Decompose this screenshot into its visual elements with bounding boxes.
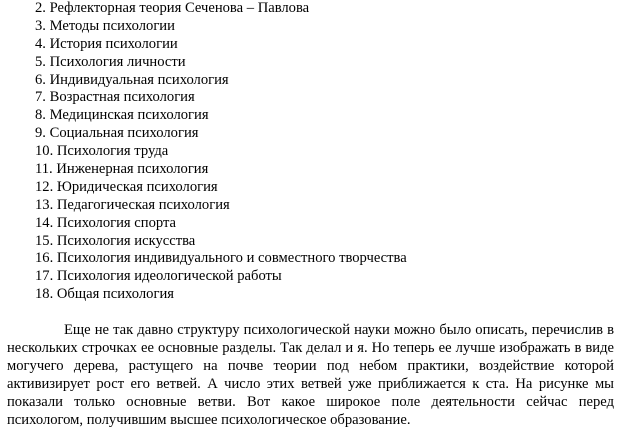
list-item: 11. Инженерная психология [35, 161, 209, 178]
list-item: 2. Рефлекторная теория Сеченова – Павлова [35, 0, 310, 16]
list-item: 10. Психология труда [35, 143, 169, 160]
body-paragraph: Еще не так давно структуру психологической науки можно было описать, перечислив в нескольких строчках ее основные разделы. Так делал и я. Но теперь ее лучше изображать в виде могучего дерева, растущего на почве теории под небом практики, воздействие которой активизирует рост его ветвей. А число этих ветвей уже приближается к ста. На рисунке мы показали только основные ветви. Вот какое широкое поле деятельности сейчас перед психологом, получившим высшее психологическое образование. [7, 322, 614, 429]
list-item: 7. Возрастная психология [35, 89, 195, 106]
list-item: 3. Методы психологии [35, 17, 175, 34]
list-item: 13. Педагогическая психология [35, 196, 230, 213]
list-item: 5. Психология личности [35, 53, 186, 70]
psychology-branches-list [35, 0, 407, 304]
list-item: 15. Психология искусства [35, 232, 196, 249]
list-item: 6. Индивидуальная психология [35, 71, 229, 88]
list-item: 14. Психология спорта [35, 214, 177, 231]
list-item: 9. Социальная психология [35, 125, 199, 142]
list-item: 18. Общая психология [35, 286, 174, 303]
list-item: 8. Медицинская психология [35, 107, 209, 124]
list-item: 17. Психология идеологической работы [35, 268, 282, 285]
list-item: 4. История психологии [35, 35, 178, 52]
list-item: 16. Психология индивидуального и совместного творчества [35, 250, 407, 267]
list-item: 12. Юридическая психология [35, 178, 218, 195]
